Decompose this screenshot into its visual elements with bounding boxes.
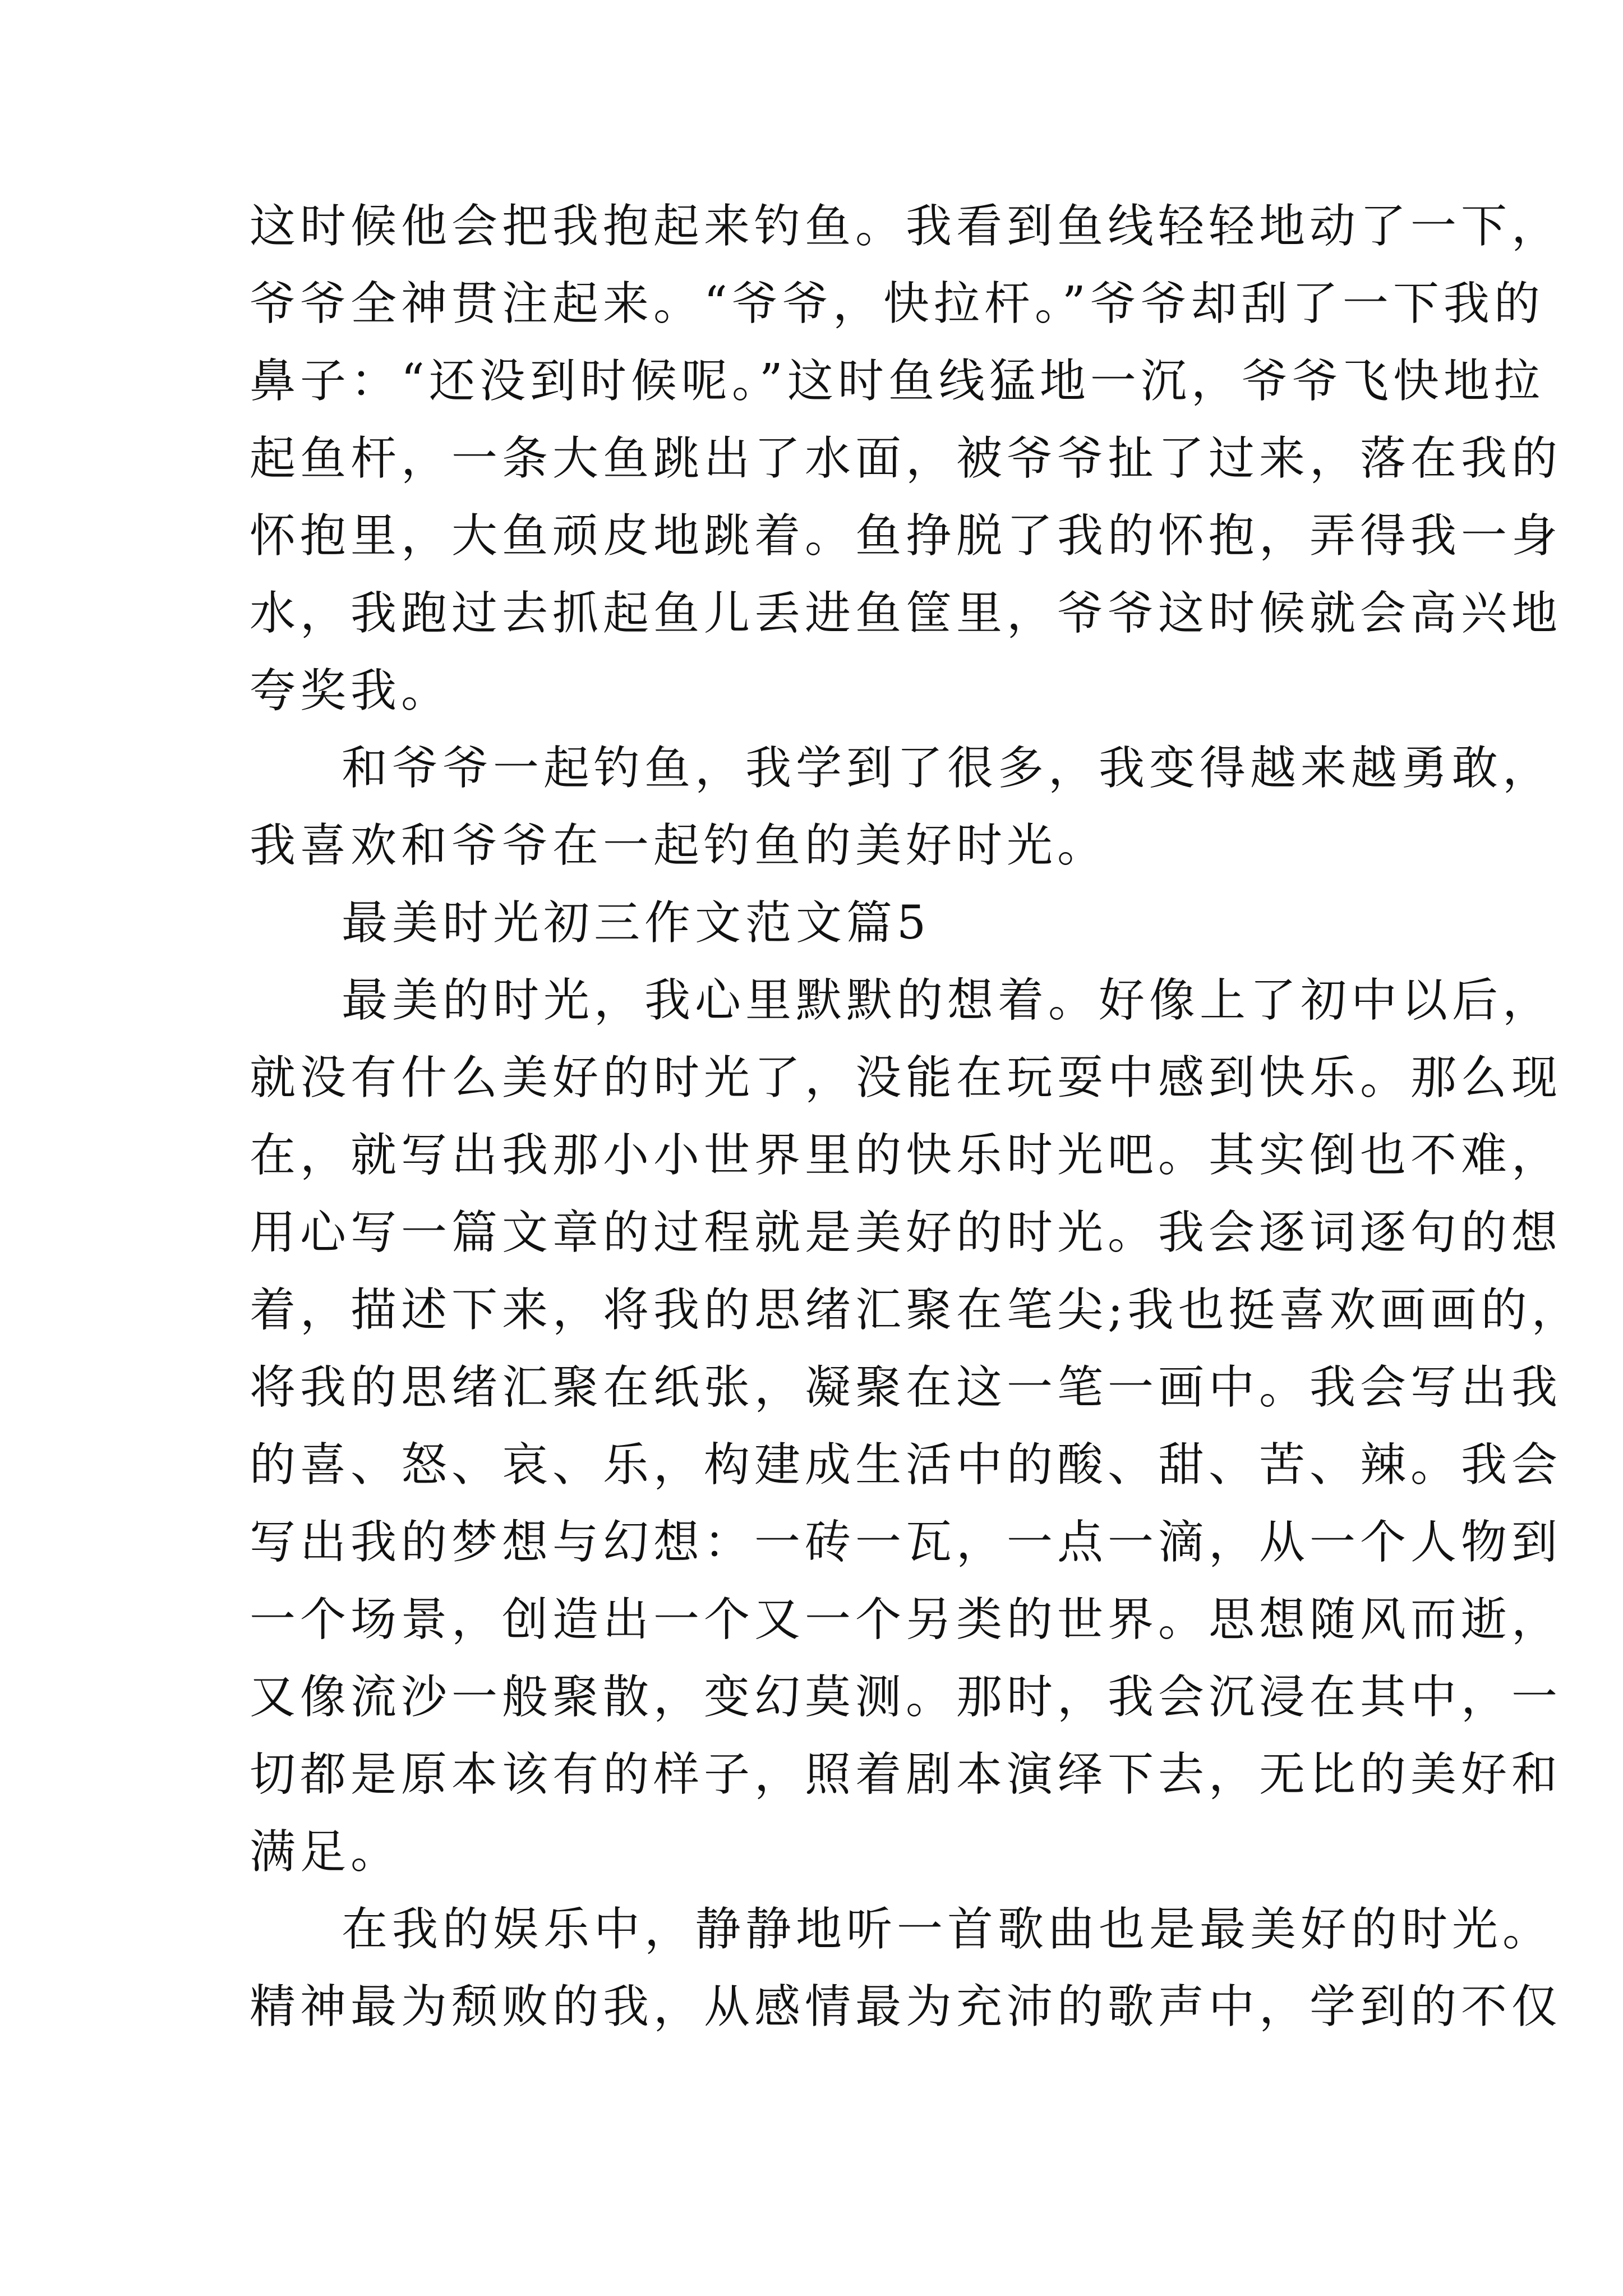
body-text-line: 满足。 — [250, 1825, 402, 1879]
body-text-line: 一个场景，创造出一个又一个另类的世界。思想随风而逝， — [250, 1593, 1562, 1646]
body-text-line: 怀抱里，大鱼顽皮地跳着。鱼挣脱了我的怀抱，弄得我一身 — [250, 509, 1562, 563]
body-text-line: 将我的思绪汇聚在纸张，凝聚在这一笔一画中。我会写出我 — [250, 1361, 1562, 1414]
body-text-line: 爷爷全神贯注起来。“爷爷，快拉杆。”爷爷却刮了一下我的 — [250, 277, 1544, 330]
document-body — [250, 188, 1582, 2046]
body-text-line: 写出我的梦想与幻想：一砖一瓦，一点一滴，从一个人物到 — [250, 1516, 1562, 1569]
body-text-line: 起鱼杆，一条大鱼跳出了水面，被爷爷扯了过来，落在我的 — [250, 432, 1562, 485]
body-text-line: 水，我跑过去抓起鱼儿丢进鱼筐里，爷爷这时候就会高兴地 — [250, 587, 1562, 640]
body-text-line: 用心写一篇文章的过程就是美好的时光。我会逐词逐句的想 — [250, 1206, 1562, 1259]
body-text-line: 着，描述下来，将我的思绪汇聚在笔尖;我也挺喜欢画画的， — [250, 1283, 1582, 1337]
body-text-line: 鼻子：“还没到时候呢。”这时鱼线猛地一沉，爷爷飞快地拉 — [250, 355, 1544, 408]
body-text-line: 我喜欢和爷爷在一起钓鱼的美好时光。 — [250, 819, 1108, 872]
paragraph-first-line: 和爷爷一起钓鱼，我学到了很多，我变得越来越勇敢， — [342, 742, 1553, 795]
body-text-line: 在，就写出我那小小世界里的快乐时光吧。其实倒也不难， — [250, 1129, 1562, 1182]
section-heading: 最美时光初三作文范文篇5 — [342, 896, 931, 950]
body-text-line: 这时候他会把我抱起来钓鱼。我看到鱼线轻轻地动了一下， — [250, 200, 1562, 253]
body-text-line: 就没有什么美好的时光了，没能在玩耍中感到快乐。那么现 — [250, 1051, 1562, 1105]
body-text-line: 夸奖我。 — [250, 664, 452, 717]
body-text-line: 精神最为颓败的我，从感情最为充沛的歌声中，学到的不仅 — [250, 1980, 1562, 2033]
body-text-line: 的喜、怒、哀、乐，构建成生活中的酸、甜、苦、辣。我会 — [250, 1438, 1562, 1492]
body-text-line: 切都是原本该有的样子，照着剧本演绎下去，无比的美好和 — [250, 1748, 1562, 1801]
body-text-line: 又像流沙一般聚散，变幻莫测。那时，我会沉浸在其中，一 — [250, 1671, 1562, 1724]
paragraph-first-line: 在我的娱乐中，静静地听一首歌曲也是最美好的时光。 — [342, 1903, 1553, 1956]
paragraph-first-line: 最美的时光，我心里默默的想着。好像上了初中以后， — [342, 974, 1553, 1027]
